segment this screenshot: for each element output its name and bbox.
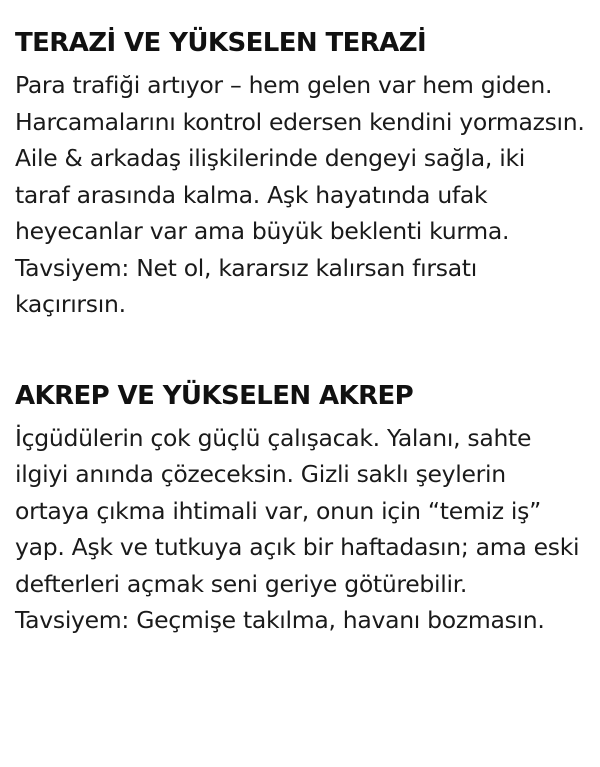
section-body: İçgüdülerin çok güçlü çalışacak. Yalanı, sahte ilgiyi anında çözeceksin. Gizli saklı şeylerin ortaya çıkma ihtimali var, onun için “temiz iş” yap. Aşk ve tutkuya açık bir haftadasın; ama eski defterleri açmak seni geriye götürebilir. Tavsiyem: Geçmişe takılma, havanı bozmasın. — [15, 423, 580, 634]
section-heading: TERAZİ VE YÜKSELEN TERAZİ — [15, 28, 427, 58]
section-body: Para trafiği artıyor – hem gelen var hem giden. Harcamalarını kontrol edersen kendini yormazsın. Aile & arkadaş ilişkilerinde dengeyi sağla, iki taraf arasında kalma. Aşk hayatında ufak heyecanlar var ama büyük beklenti kurma. Tavsiyem: Net ol, kararsız kalırsan fırsatı kaçırırsın. — [15, 71, 585, 318]
section-terazi — [15, 24, 586, 323]
section-akrep — [15, 377, 586, 639]
section-heading: AKREP VE YÜKSELEN AKREP — [15, 380, 414, 411]
